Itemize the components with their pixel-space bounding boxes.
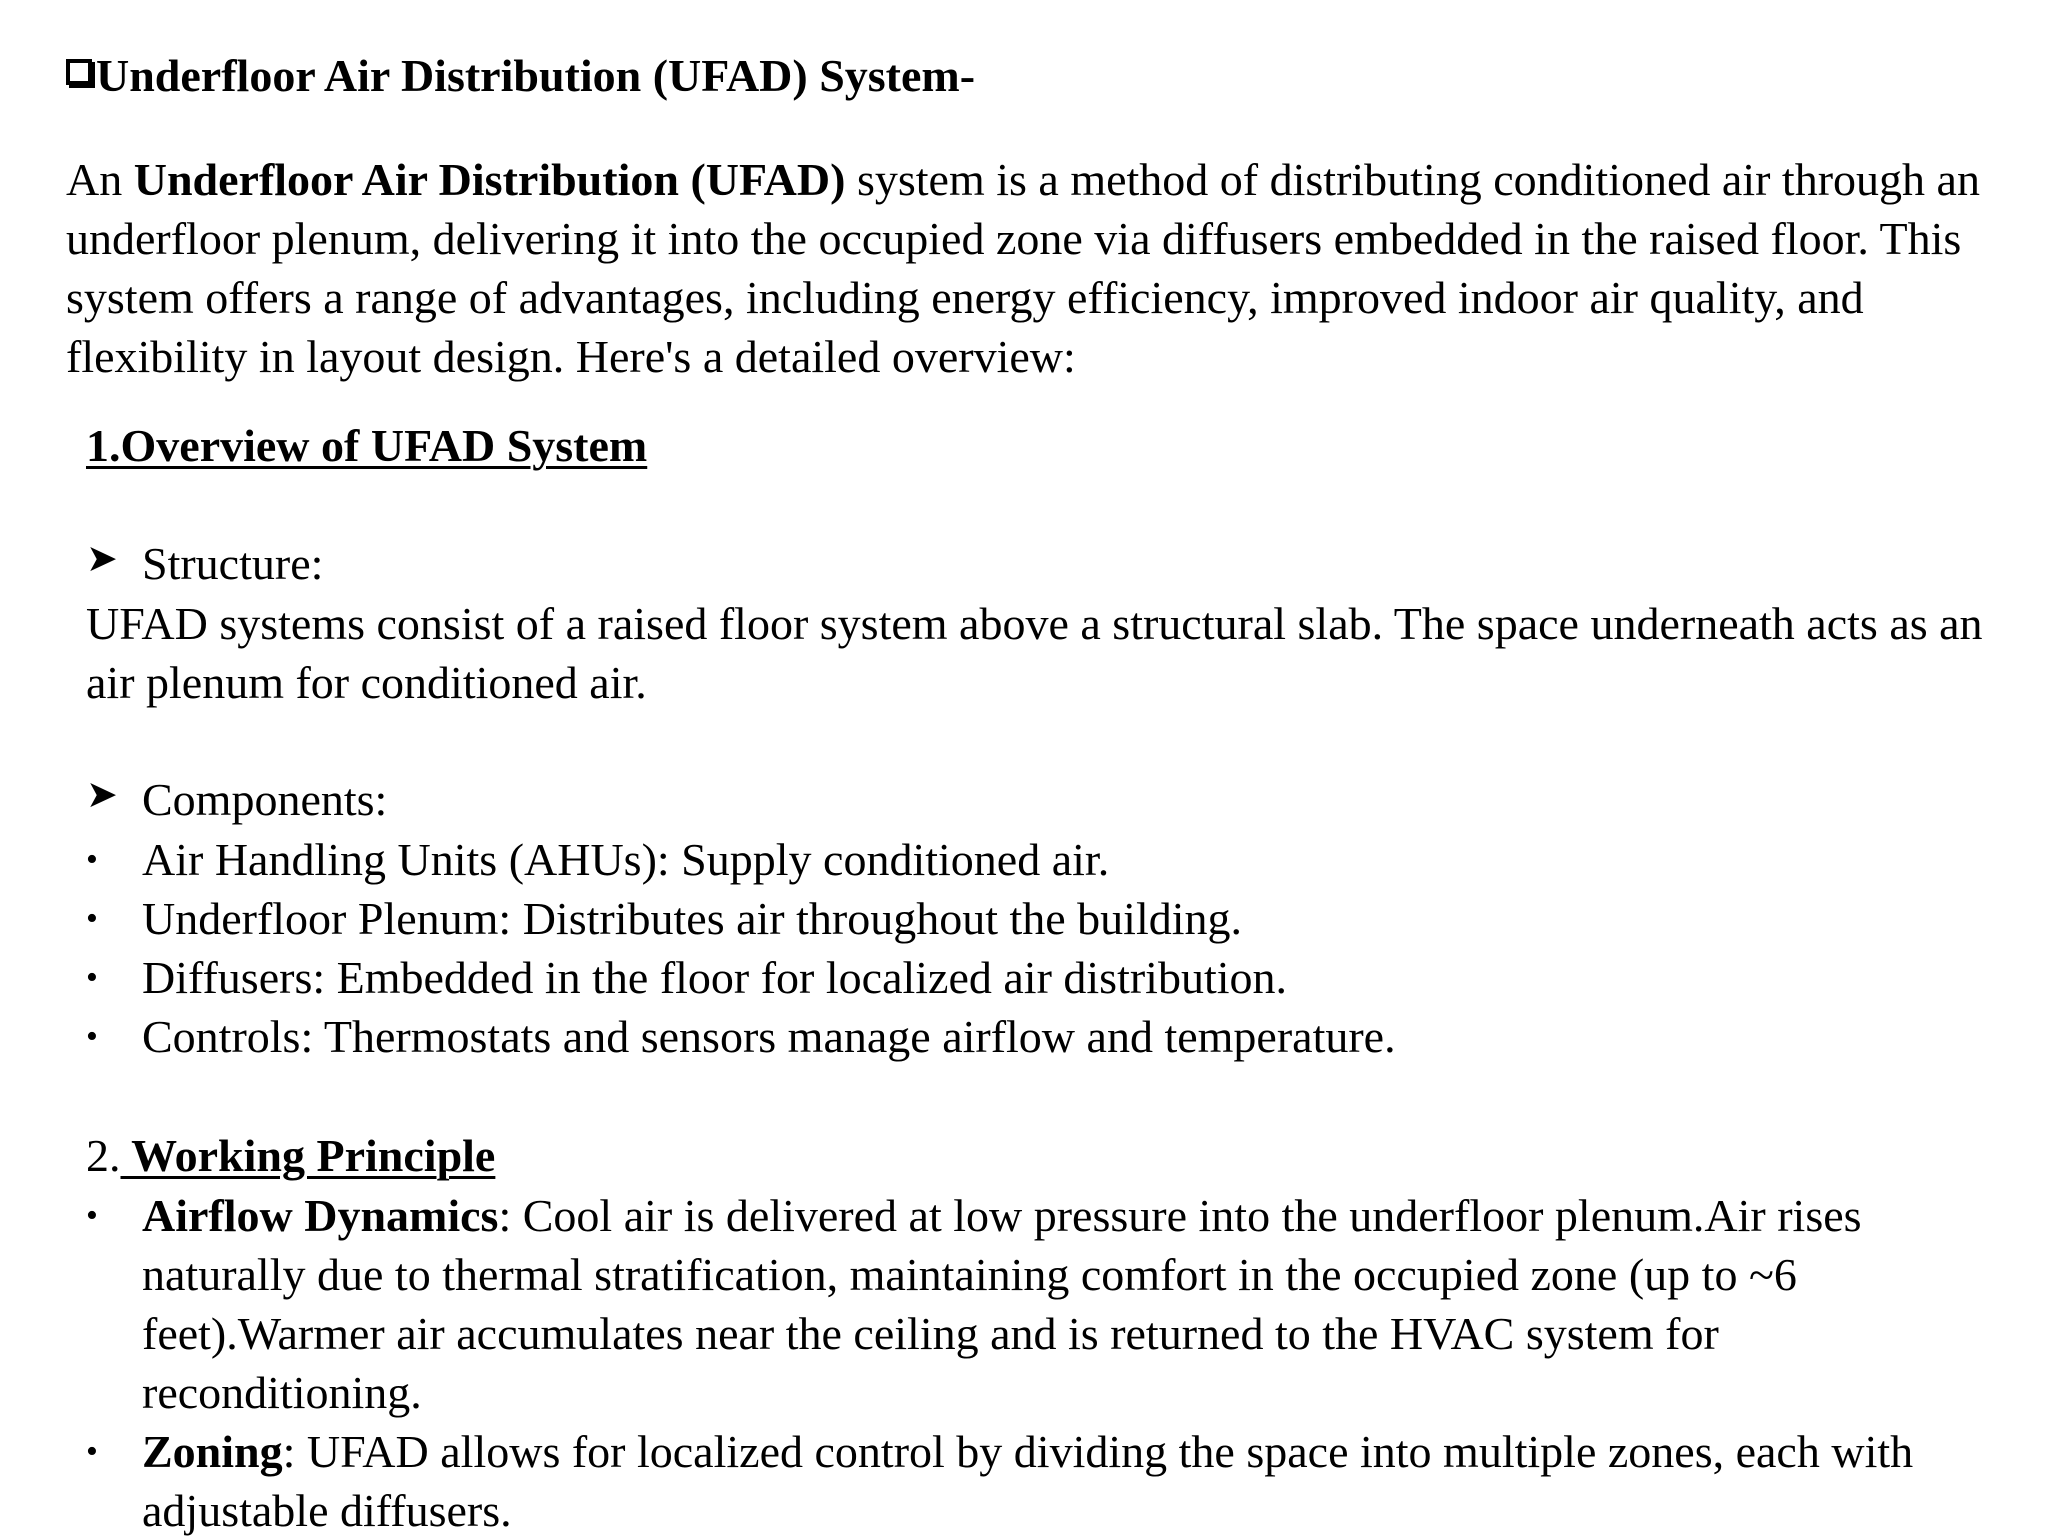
- section-1-heading: [86, 418, 647, 474]
- working-principle-list: [86, 1186, 1986, 1540]
- round-bullet-icon: •: [86, 1197, 98, 1234]
- components-list: [86, 830, 1986, 1066]
- section-1-heading-text: 1.Overview of UFAD System: [86, 420, 648, 471]
- list-item: • Controls: Thermostats and sensors manage airflow and temperature.: [86, 1007, 1986, 1066]
- structure-label: [86, 536, 323, 595]
- structure-paragraph: UFAD systems consist of a raised floor system above a structural slab. The space underneath acts as an air plenum for conditioned air.: [86, 598, 1983, 708]
- round-bullet-icon: •: [86, 900, 98, 937]
- intro-bold-term: Underfloor Air Distribution (UFAD): [133, 154, 846, 205]
- section-2-number: 2.: [86, 1130, 121, 1181]
- checkbox-square-icon: [66, 59, 92, 85]
- round-bullet-icon: •: [86, 959, 98, 996]
- arrowhead-bullet-icon: ➤: [86, 774, 118, 816]
- round-bullet-icon: •: [86, 1433, 98, 1470]
- section-2-heading: [86, 1128, 495, 1184]
- round-bullet-icon: •: [86, 841, 98, 878]
- round-bullet-icon: •: [86, 1018, 98, 1055]
- list-item: • Air Handling Units (AHUs): Supply conditioned air.: [86, 830, 1986, 889]
- list-item: • Diffusers: Embedded in the floor for localized air distribution.: [86, 948, 1986, 1007]
- slide-title: [66, 48, 975, 104]
- components-label: [86, 772, 387, 831]
- intro-rest: system is a method of distributing conditioned air through an underfloor plenum, delivering it into the occupied zone via diffusers embedded in the raised floor. This system offers a range of advantages, including energy efficiency, improved indoor air quality, and flexibility in layout design. Here's a detailed overview:: [66, 154, 1980, 382]
- intro-prefix: An: [66, 154, 134, 205]
- list-item: • Zoning: UFAD allows for localized control by dividing the space into multiple zones, each with adjustable diffusers.: [86, 1422, 1986, 1540]
- intro-paragraph: [66, 150, 2006, 386]
- arrowhead-bullet-icon: ➤: [86, 538, 118, 580]
- slide-title-text: Underfloor Air Distribution (UFAD) System-: [96, 50, 976, 101]
- section-2-heading-text: Working Principle: [120, 1130, 496, 1181]
- list-item: • Underfloor Plenum: Distributes air throughout the building.: [86, 889, 1986, 948]
- components-label-text: Components:: [142, 774, 388, 825]
- list-item: • Airflow Dynamics: Cool air is delivered at low pressure into the underfloor plenum.Air rises naturally due to thermal stratification, maintaining comfort in the occupied zone (up to ~6 feet).Warmer air accumulates near the ceiling and is returned to the HVAC system for reconditioning.: [86, 1186, 1986, 1422]
- structure-label-text: Structure:: [142, 538, 324, 589]
